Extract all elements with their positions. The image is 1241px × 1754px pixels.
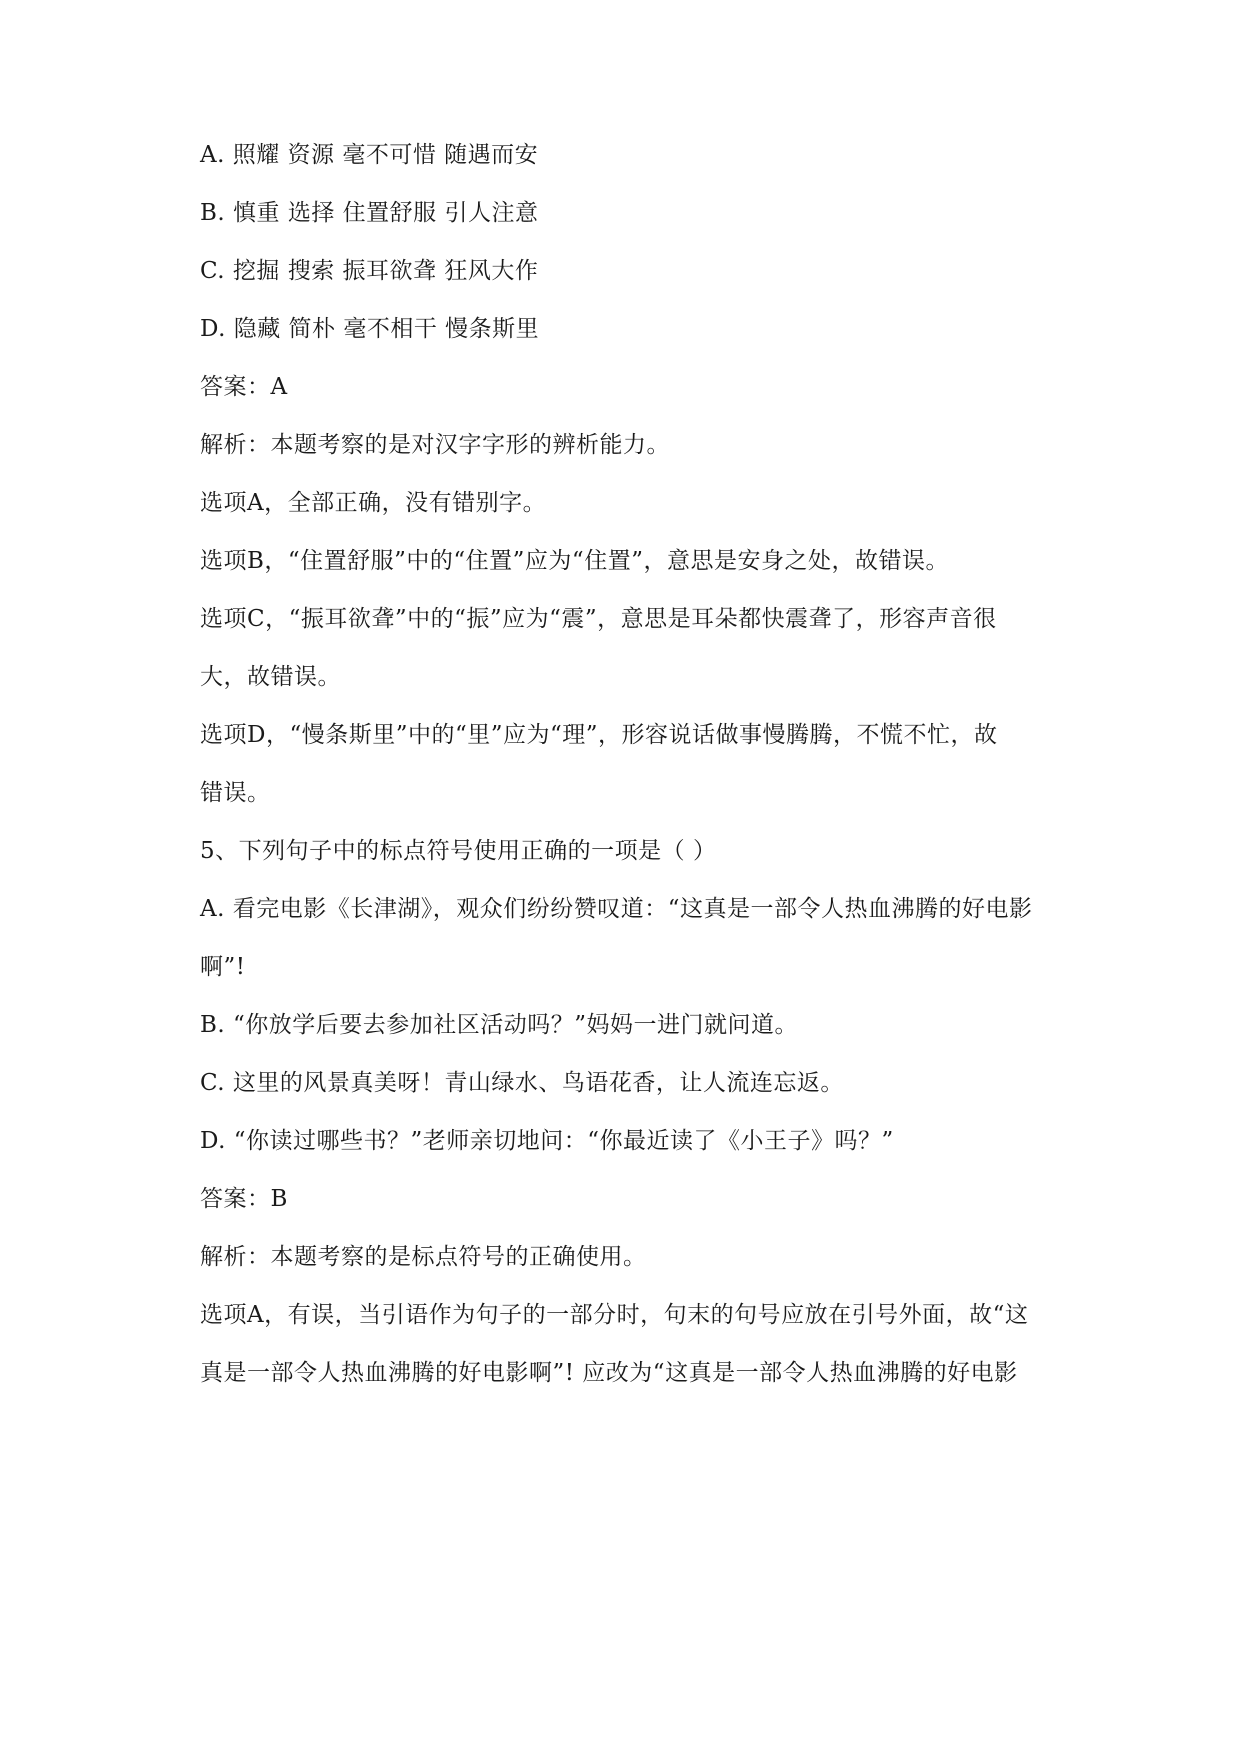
option-a-line: A. 照耀 资源 毫不可惜 随遇而安 — [200, 142, 539, 168]
option-d-line: D. 隐藏 简朴 毫不相干 慢条斯里 — [200, 316, 540, 342]
q5-option-c-line: C. 这里的风景真美呀！青山绿水、鸟语花香，让人流连忘返。 — [200, 1070, 844, 1096]
explanation-c-line: 选项C，“振耳欲聋”中的“振”应为“震”，意思是耳朵都快震聋了，形容声音很 — [200, 606, 997, 632]
option-b-line: B. 慎重 选择 住置舒服 引人注意 — [200, 200, 539, 226]
q5-explanation-a-line: 选项A，有误，当引语作为句子的一部分时，句末的句号应放在引号外面，故“这 — [200, 1302, 1029, 1328]
explanation-c-continuation: 大，故错误。 — [200, 664, 341, 690]
question-5-line: 5、下列句子中的标点符号使用正确的一项是（ ） — [200, 838, 717, 864]
analysis-line: 解析：本题考察的是对汉字字形的辨析能力。 — [200, 432, 670, 458]
q5-analysis-line: 解析：本题考察的是标点符号的正确使用。 — [200, 1244, 647, 1270]
q5-option-a-line: A. 看完电影《长津湖》，观众们纷纷赞叹道：“这真是一部令人热血沸腾的好电影 — [200, 896, 1033, 922]
explanation-d-continuation: 错误。 — [200, 780, 271, 806]
explanation-a-line: 选项A，全部正确，没有错别字。 — [200, 490, 547, 516]
option-c-line: C. 挖掘 搜索 振耳欲聋 狂风大作 — [200, 258, 539, 284]
answer-line: 答案：A — [200, 374, 288, 400]
q5-explanation-a-continuation: 真是一部令人热血沸腾的好电影啊”! 应改为“这真是一部令人热血沸腾的好电影 — [200, 1360, 1018, 1386]
explanation-d-line: 选项D，“慢条斯里”中的“里”应为“理”，形容说话做事慢腾腾，不慌不忙，故 — [200, 722, 998, 748]
q5-option-a-continuation: 啊”! — [200, 954, 246, 980]
q5-option-b-line: B. “你放学后要去参加社区活动吗？”妈妈一进门就问道。 — [200, 1012, 799, 1038]
explanation-b-line: 选项B，“住置舒服”中的“住置”应为“住置”，意思是安身之处，故错误。 — [200, 548, 949, 574]
q5-answer-line: 答案：B — [200, 1186, 288, 1212]
q5-option-d-line: D. “你读过哪些书？”老师亲切地问：“你最近读了《小王子》吗？” — [200, 1128, 894, 1154]
